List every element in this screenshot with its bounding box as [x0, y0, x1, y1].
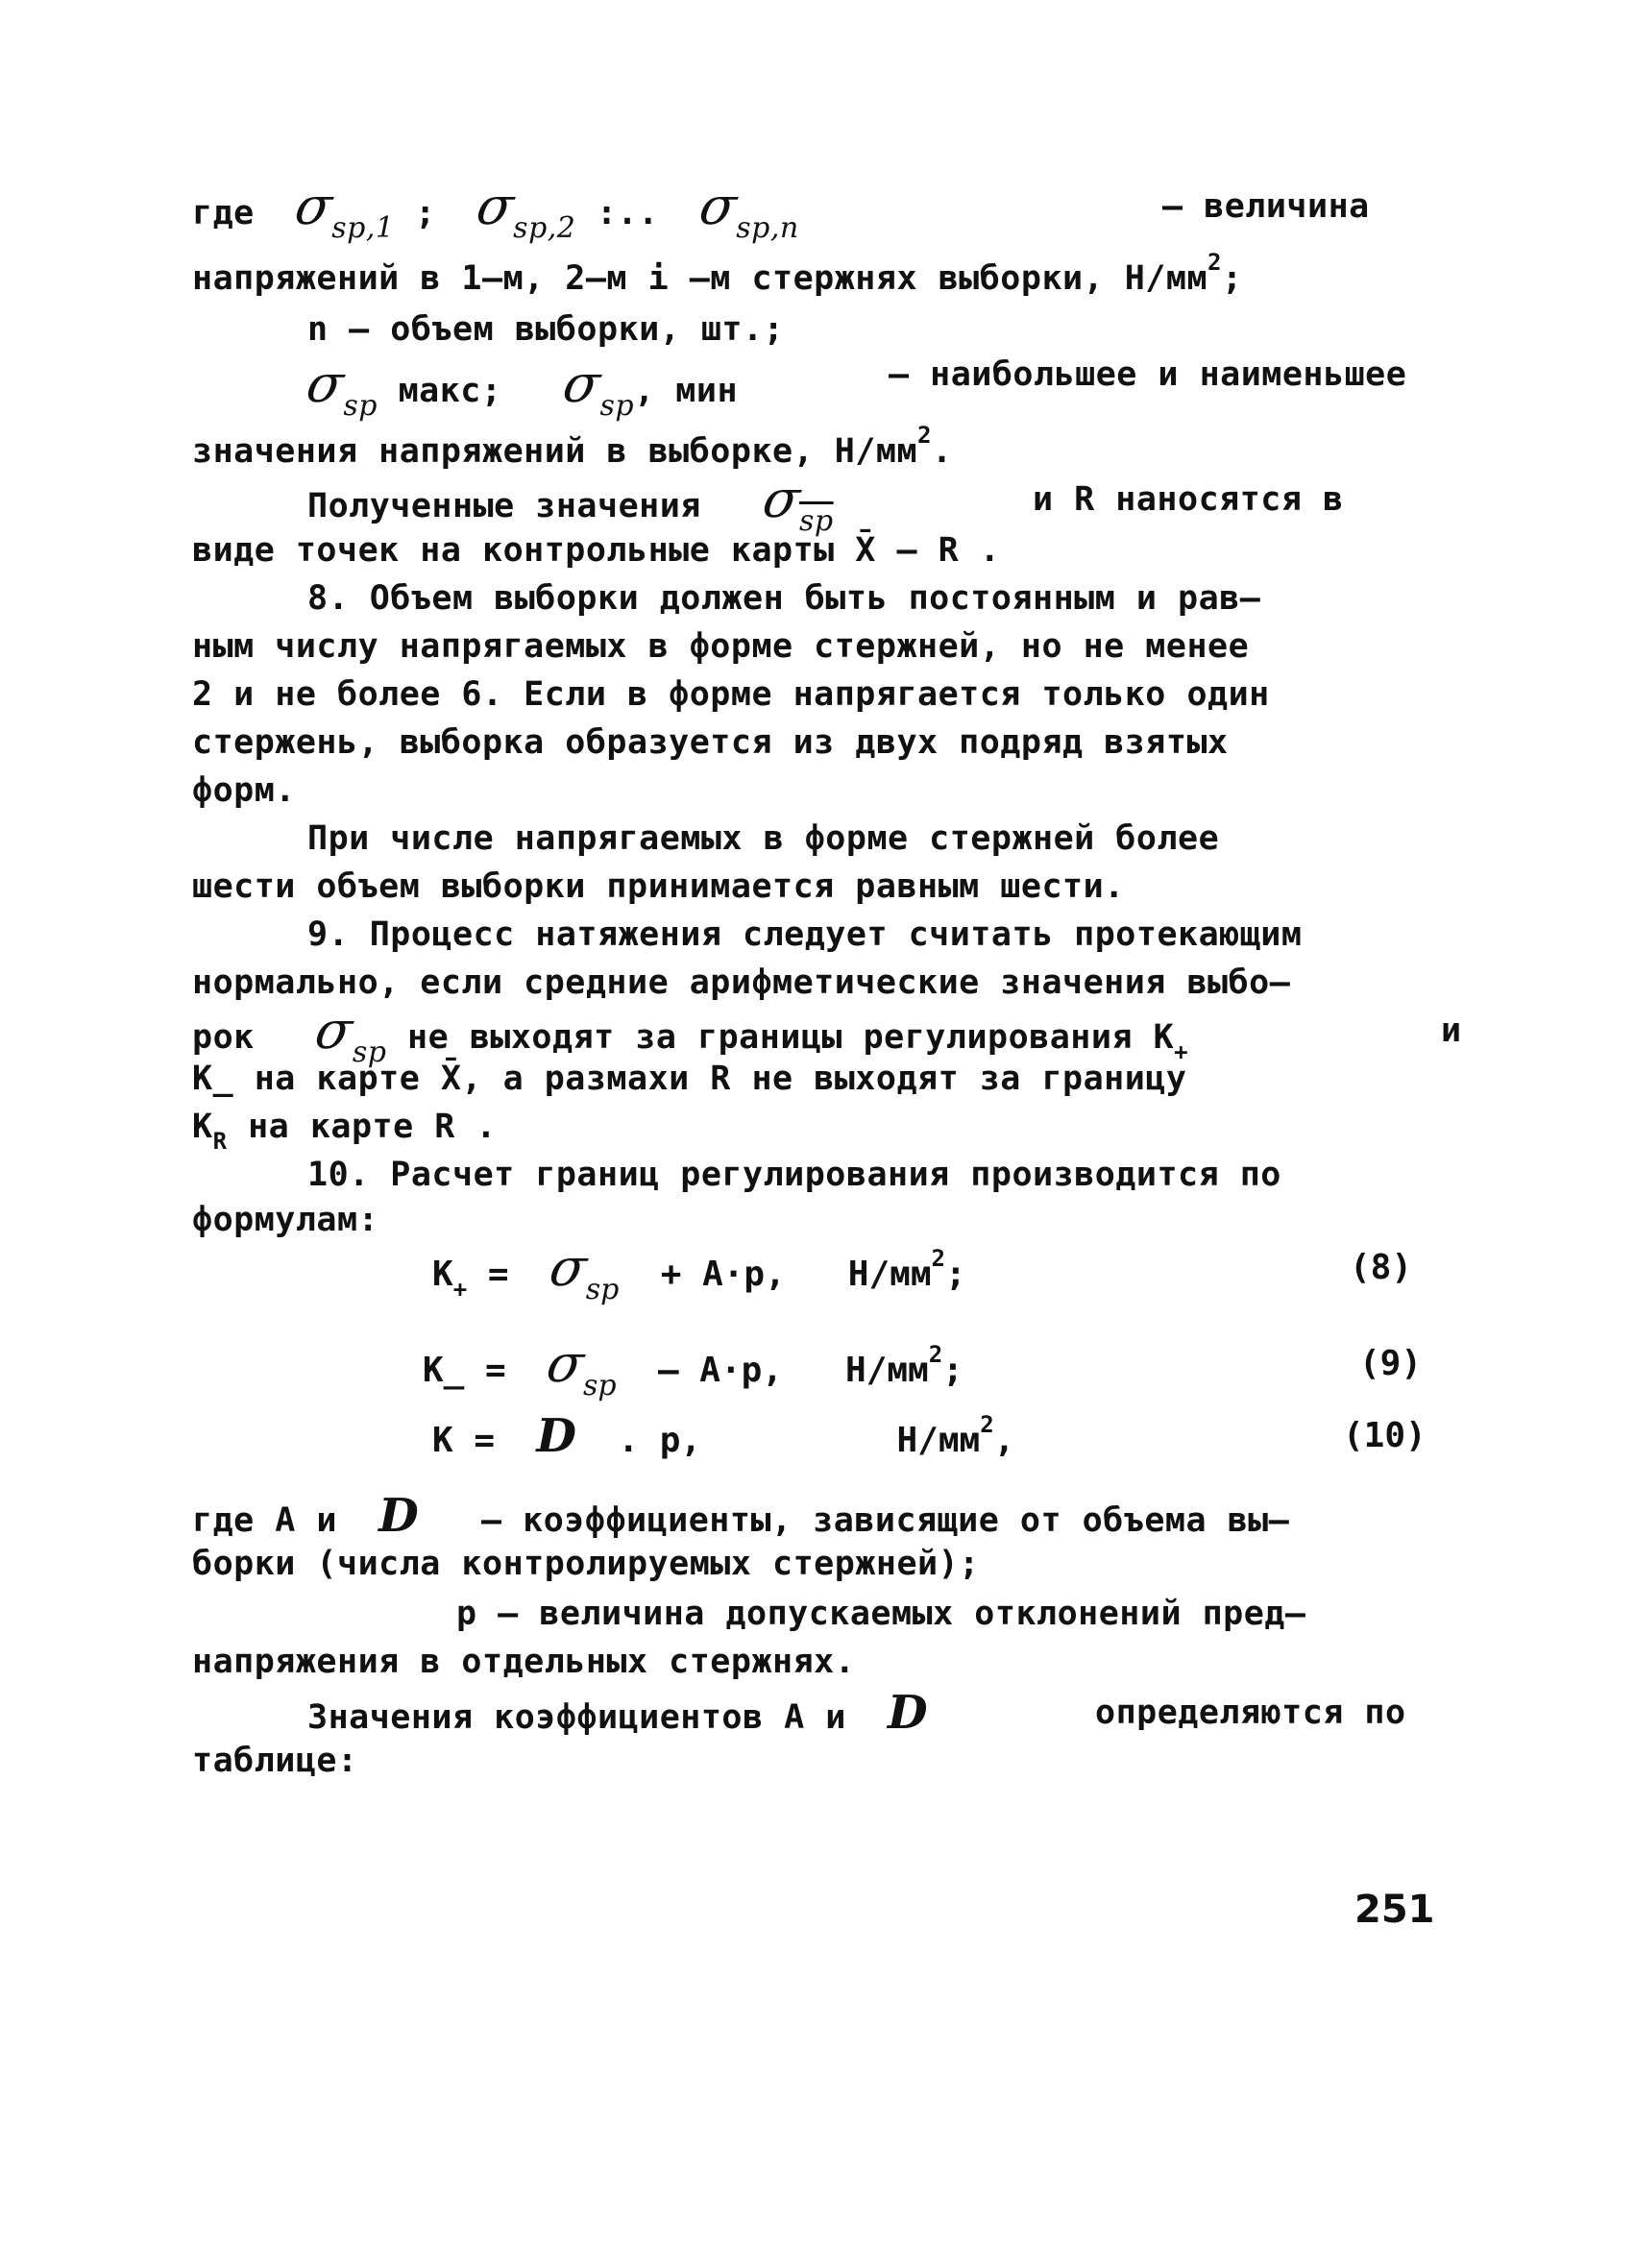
text-fragment: макс — [398, 372, 481, 410]
formula-unit: Н/мм — [845, 1351, 929, 1390]
formula-lhs: K — [432, 1255, 453, 1294]
text-line: σsp макс; σsp, мин – наибольшее и наименьшее — [307, 360, 1575, 417]
text-line — [192, 422, 1460, 478]
subscript: R — [212, 1128, 228, 1155]
text-fragment: где А и — [192, 1501, 338, 1540]
text-fragment: При числе напрягаемых в форме стержней более — [307, 819, 1220, 858]
superscript: 2 — [980, 1411, 994, 1438]
formula-10 — [432, 1407, 1014, 1473]
formula-op: = — [474, 1421, 496, 1460]
separator: :.. — [596, 194, 659, 232]
text-line — [192, 249, 1460, 305]
text-fragment: не выходят за границы регулирования K — [407, 1018, 1175, 1057]
page-number: 251 — [1354, 1888, 1435, 1932]
text-line — [192, 863, 1460, 911]
formula-rhs: . р, — [618, 1421, 702, 1460]
formula-8 — [432, 1239, 966, 1306]
d-coefficient-symbol: D — [536, 1409, 577, 1463]
formula-lhs: K — [432, 1421, 453, 1460]
text-line — [307, 815, 1575, 863]
text-fragment: 9. Процесс натяжения следует считать протекающим — [307, 915, 1303, 954]
text-line — [192, 767, 1460, 815]
sigma-symbol: σ — [290, 176, 337, 236]
text-fragment: и R наносятся в — [1033, 480, 1344, 519]
text-fragment: стержень, выборка образуется из двух подряд взятых — [192, 723, 1229, 762]
text-fragment: борки (числа контролируемых стержней); — [192, 1545, 980, 1583]
subscript: sp,n — [736, 211, 799, 245]
subscript: sp — [343, 389, 378, 423]
text-line — [192, 1489, 1460, 1545]
text-line — [192, 526, 1460, 574]
text-fragment: формулам: — [192, 1201, 379, 1239]
text-fragment: Значения коэффициентов А и — [307, 1698, 846, 1737]
text-line — [192, 176, 1460, 245]
subscript: + — [1174, 1038, 1189, 1065]
text-fragment: р – величина допускаемых отклонений пред– — [456, 1595, 1306, 1633]
sigma-symbol: σ — [758, 469, 805, 529]
text-fragment: 10. Расчет границ регулирования производится по — [307, 1156, 1281, 1194]
text-fragment: напряжения в отдельных стержнях. — [192, 1643, 856, 1681]
text-fragment: ; — [942, 1351, 963, 1390]
text-fragment: рок — [192, 1018, 255, 1057]
text-fragment: и — [1441, 1012, 1462, 1050]
text-line — [192, 1638, 1460, 1686]
subscript: $\overline{sp}$ — [798, 504, 834, 538]
text-line — [456, 1590, 1634, 1638]
text-fragment: на карте R . — [248, 1108, 497, 1146]
subscript: + — [452, 1276, 468, 1303]
text-fragment: значения напряжений в выборке, Н/мм — [192, 432, 918, 471]
text-line — [307, 305, 1575, 354]
text-fragment: определяются по — [1095, 1694, 1406, 1732]
equation-number: (8) — [1350, 1248, 1413, 1287]
text-line — [192, 1103, 1460, 1154]
formula-lhs: K_ — [423, 1351, 465, 1390]
sigma-symbol: σ — [302, 354, 350, 414]
text-fragment: ; — [944, 1255, 966, 1294]
d-coefficient-symbol: D — [378, 1489, 420, 1543]
text-line — [192, 959, 1460, 1007]
text-fragment: таблице: — [192, 1742, 358, 1780]
text-line — [192, 622, 1460, 671]
text-fragment: мин — [675, 372, 739, 410]
formula-op: = — [487, 1255, 509, 1294]
formula-9 — [423, 1335, 963, 1402]
text-line — [307, 911, 1575, 959]
subscript: sp — [352, 1036, 387, 1069]
text-fragment: форм. — [192, 771, 296, 810]
text-line — [192, 671, 1460, 719]
formula-unit: Н/мм — [847, 1255, 932, 1294]
formula-rhs: + А·р, — [660, 1255, 786, 1294]
text-fragment: виде точек на контрольные карты X̄ – R . — [192, 531, 1001, 570]
text-line — [307, 574, 1575, 622]
separator: ; — [415, 194, 436, 232]
text-fragment: – наибольшее и наименьшее — [889, 355, 1407, 394]
text-fragment: ным числу напрягаемых в форме стержней, но не менее — [192, 627, 1250, 666]
text-fragment: шести объем выборки принимается равным шести. — [192, 867, 1125, 906]
text-fragment: K — [192, 1108, 213, 1146]
text-line — [192, 1055, 1460, 1103]
text-fragment: – коэффициенты, зависящие от объема вы– — [481, 1501, 1290, 1540]
sigma-symbol: σ — [558, 354, 606, 414]
text-line — [192, 1540, 1460, 1588]
formula-op: = — [485, 1351, 506, 1390]
subscript: sp — [599, 389, 635, 423]
text-fragment: , — [993, 1421, 1015, 1460]
text-fragment: нормально, если средние арифметические значения выбо– — [192, 963, 1291, 1002]
sigma-symbol: σ — [472, 176, 519, 236]
text-fragment: . — [931, 432, 953, 471]
subscript: sp — [585, 1273, 620, 1306]
text-fragment: n – объем выборки, шт.; — [307, 310, 785, 349]
text-fragment: Полученные значения — [307, 487, 701, 525]
text-fragment: 8. Объем выборки должен быть постоянным и рав– — [307, 579, 1261, 618]
d-coefficient-symbol: D — [888, 1686, 929, 1740]
text-fragment: K_ на карте X̄, а размахи R не выходят за границу — [192, 1060, 1187, 1098]
equation-number: (9) — [1359, 1344, 1423, 1383]
text-fragment: напряжений в 1–м, 2–м i –м стержнях выборки, Н/мм — [192, 259, 1208, 298]
sigma-symbol: σ — [695, 176, 742, 236]
subscript: sp — [582, 1369, 617, 1402]
subscript: sp,1 — [331, 211, 395, 245]
subscript: sp,2 — [513, 211, 576, 245]
text-fragment: ; — [1221, 259, 1243, 298]
text-fragment: – величина — [1162, 187, 1370, 226]
superscript: 2 — [928, 1341, 943, 1368]
sigma-symbol: σ — [542, 1333, 589, 1394]
formula-unit: Н/мм — [896, 1421, 981, 1460]
superscript: 2 — [931, 1245, 945, 1272]
sigma-symbol: σ — [545, 1237, 592, 1298]
superscript: 2 — [1207, 249, 1222, 276]
text-line — [307, 469, 1575, 538]
text-line — [192, 1737, 1460, 1785]
text-line — [192, 719, 1460, 767]
text-line — [307, 1151, 1575, 1199]
equation-number: (10) — [1343, 1416, 1427, 1455]
text-line — [307, 1686, 1575, 1742]
sigma-symbol: σ — [310, 1000, 358, 1061]
text-fragment: где — [192, 194, 255, 232]
superscript: 2 — [917, 422, 932, 449]
text-fragment: 2 и не более 6. Если в форме напрягается только один — [192, 675, 1270, 714]
text-line — [192, 1196, 1460, 1244]
formula-rhs: – А·р, — [657, 1351, 783, 1390]
